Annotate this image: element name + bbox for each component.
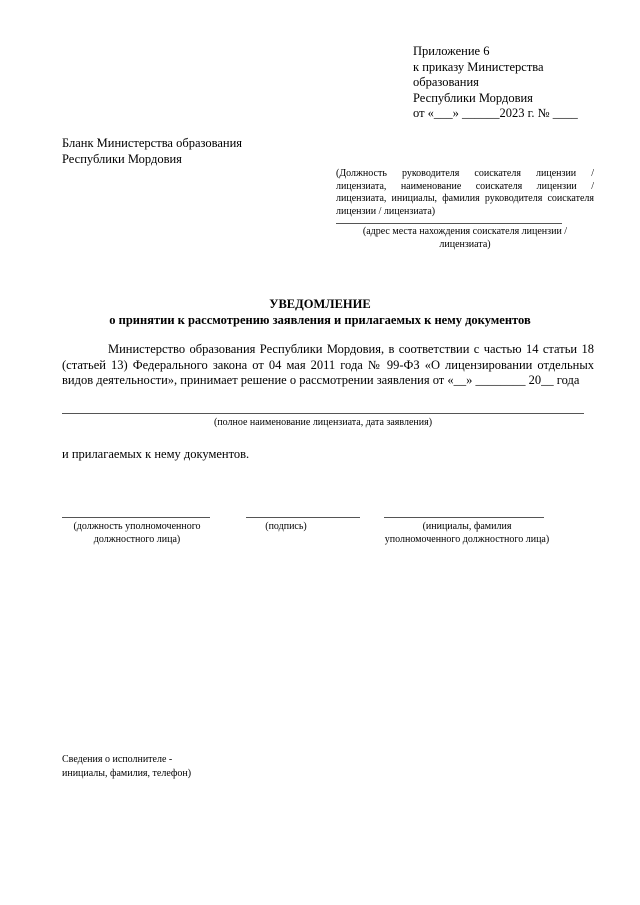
position-caption-line-1: (должность уполномоченного: [73, 521, 201, 532]
executor-line-1: Сведения о исполнителе -: [62, 754, 173, 765]
document-subtitle: о принятии к рассмотрению заявления и прилагаемых к нему документов: [109, 313, 531, 327]
position-signature-line: [62, 517, 210, 518]
licensee-caption: (полное наименование лицензиата, дата заявления): [213, 417, 433, 428]
documents-line: и прилагаемых к нему документов.: [62, 447, 250, 461]
addressee-position-caption: (Должность руководителя соискателя лицензии / лицензиата, наименование соискателя лицензии / лицензиата, инициалы, фамилия руководителя соискателя лицензии / лицензиата): [336, 168, 594, 217]
signature-line: [246, 517, 360, 518]
executor-line-2: инициалы, фамилия, телефон): [62, 767, 192, 779]
licensee-line: [62, 413, 584, 414]
appendix-line-2: к приказу Министерства: [413, 59, 544, 74]
signature-caption: (подпись): [265, 521, 307, 532]
name-caption: [372, 521, 562, 546]
body-paragraph: [62, 342, 594, 389]
appendix-line-3: образования: [413, 75, 479, 89]
document-title: УВЕДОМЛЕНИЕ: [269, 297, 371, 311]
address-line: [336, 223, 562, 224]
name-caption-line-1: (инициалы, фамилия: [422, 521, 512, 532]
appendix-line-4: Республики Мордовия: [413, 90, 533, 105]
blank-line-1: Бланк Министерства образования: [62, 136, 243, 150]
appendix-line-1: Приложение 6: [413, 44, 490, 58]
address-caption-line-1: (адрес места нахождения соискателя лицензии /: [362, 226, 568, 237]
blank-line-2: Республики Мордовия: [62, 151, 182, 166]
executor-info: [62, 753, 191, 780]
ministry-blank: [62, 136, 242, 167]
address-caption: [336, 226, 594, 251]
appendix-header: [413, 44, 578, 122]
position-caption-line-2: должностного лица): [93, 533, 181, 545]
name-caption-line-2: уполномоченного должностного лица): [384, 533, 550, 545]
position-caption: [52, 521, 222, 546]
name-signature-line: [384, 517, 544, 518]
appendix-line-5: от «___» ______2023 г. № ____: [413, 106, 578, 120]
address-caption-line-2: лицензиата): [439, 238, 491, 250]
body-text: Министерство образования Республики Мордовия, в соответствии с частью 14 статьи 18 (статьей 13) Федерального закона от 04 мая 2011 года № 99-ФЗ «О лицензировании отдельных видов деятельности», принимает решение о рассмотрении заявления от «__» ________ 20__ года: [62, 342, 594, 387]
